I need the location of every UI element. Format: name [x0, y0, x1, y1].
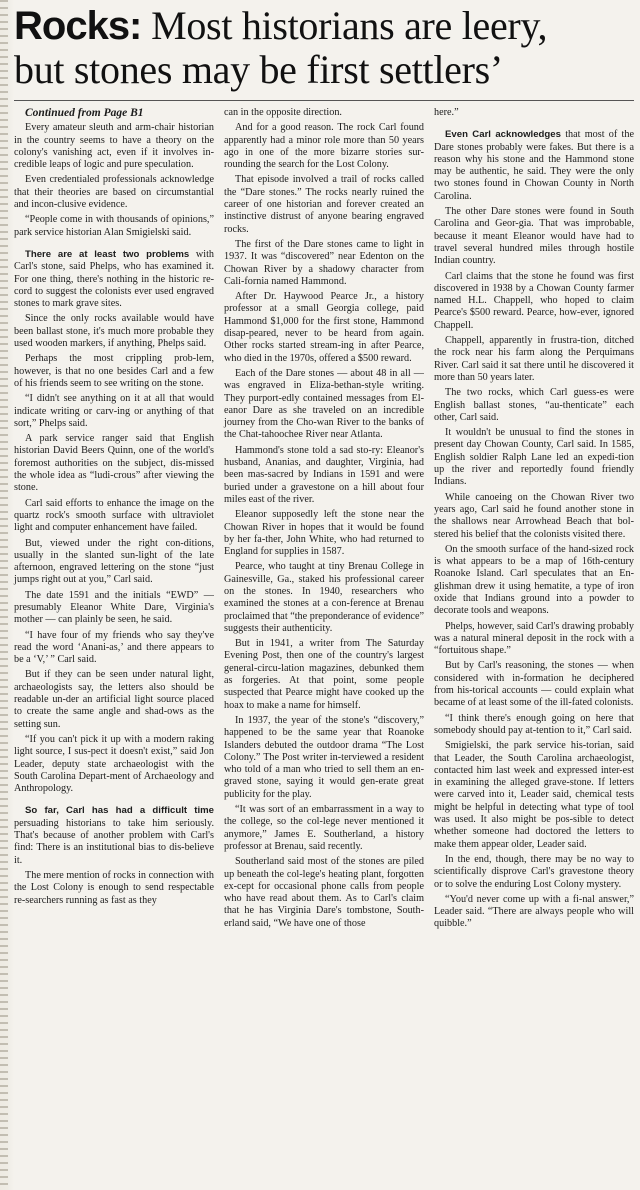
article-paragraph	[434, 492, 634, 541]
article-paragraph	[14, 393, 214, 430]
article-paragraph	[434, 713, 634, 738]
paragraph-text: “You'd never come up with a fi-nal answer,” Leader said. “There are always people who will quibble.”	[434, 893, 634, 930]
headline-kicker: Rocks:	[14, 4, 142, 48]
article-paragraph	[434, 740, 634, 851]
paragraph-text: The two rocks, which Carl guess-es were English ballast stones, “au-thenticate” each other, Carl said.	[434, 387, 634, 423]
paragraph-text: can in the opposite direction.	[224, 107, 342, 118]
article-paragraph	[434, 206, 634, 267]
headline-line2: but stones may be first settlers’	[14, 47, 503, 92]
article-paragraph	[434, 854, 634, 891]
paragraph-text: here.”	[434, 107, 459, 118]
article-paragraph	[14, 249, 214, 310]
article-paragraph	[14, 214, 214, 239]
paragraph-text: Since the only rocks available would have been ballast stone, it's much more probable they used wooden markers, if anything, Phelps said.	[14, 313, 214, 350]
paragraph-text: In 1937, the year of the stone's “discovery,” happened to be the same year that Roanoke Islanders debuted the outdoor drama “The Lost Colony.” The Post writer in-terviewed a resident who told of a man who tried to sell them an en-graved stone, saying it would gen-erate great publicity for the play.	[224, 714, 424, 800]
paragraph-text: Phelps, however, said Carl's drawing probably was a natural mineral deposit in the rock with a “fortuitous shape.”	[434, 620, 635, 657]
paragraph-text: But if they can be seen under natural light, archaeologists say, the letters also should be readable un-der an artificial light source placed to create the same angle and shad-ows as the setting sun.	[14, 669, 214, 730]
article-paragraph	[14, 313, 214, 350]
paragraph-text: Eleanor supposedly left the stone near the Chowan River in hopes that it would be found by her fa-ther, John White, who had returned to England for supplies in 1587.	[224, 509, 424, 558]
article-paragraph	[434, 427, 634, 488]
article-columns	[14, 107, 634, 934]
paragraph-text: The mere mention of rocks in connection with the Lost Colony is enough to send respectable re-searchers running as fast as they	[14, 869, 214, 906]
article-paragraph	[434, 387, 634, 424]
article-paragraph	[14, 174, 214, 211]
paragraph-text: But, viewed under the right con-ditions, usually in the slanted sun-light of the late afternoon, engraved lettering on the stone “just jumps right out at you,” Carl said.	[14, 537, 214, 586]
article-paragraph	[224, 715, 424, 801]
headline-rule	[14, 100, 634, 101]
paragraph-text: Even credentialed professionals acknowledge that their theories are based on circumstantial and incon-clusive evidence.	[14, 174, 214, 211]
headline-line1: Most historians are leery,	[141, 3, 548, 48]
article-paragraph	[434, 894, 634, 931]
article-paragraph	[434, 660, 634, 709]
paragraph-text: with Carl's stone, said Phelps, who has examined it. For one thing, there's nothing in the historic re-cord to suggest the colonists ever used engraved stones to mark grave sites.	[14, 248, 214, 310]
paragraph-text: Perhaps the most crippling prob-lem, however, is that no one besides Carl and a few of his friends seem to see writing on the stone.	[14, 353, 214, 389]
article-paragraph	[14, 805, 214, 866]
article-paragraph	[14, 498, 214, 535]
paragraph-text: A park service ranger said that English historian David Beers Quinn, one of the world's foremost authorities on the subject, dis-missed the whole idea as “ludi-crous” after viewing the stone.	[14, 433, 214, 494]
article-paragraph	[224, 107, 424, 119]
paragraph-text: It wouldn't be unusual to find the stones in present day Chowan County, Carl said. In 1585, English soldier Ralph Lane led an expedi-tion up the river and reportedly found friendly Indians.	[434, 427, 634, 488]
paragraph-text: The first of the Dare stones came to light in 1937. It was “discovered” near Edenton on the Chowan River by a shadowy character from Cali-fornia named Hammond.	[224, 238, 424, 287]
paragraph-text: Carl said efforts to enhance the image on the quartz rock's smooth surface with ultraviolet light and computer enhancement have failed.	[14, 497, 214, 534]
article-paragraph	[224, 174, 424, 235]
article-paragraph	[434, 621, 634, 658]
paragraph-text: “People come in with thousands of opinions,” park service historian Alan Smigielski said.	[14, 214, 214, 238]
paragraph-text: While canoeing on the Chowan River two years ago, Carl said he found another stone in the shallows near Arrowhead Beach that bol-stered his belief that the colonists visited there.	[434, 491, 634, 540]
article-paragraph	[224, 509, 424, 558]
run-in-lead: So far, Carl has had a difficult time	[25, 805, 214, 817]
article-paragraph	[14, 630, 214, 667]
paragraph-text: Smigielski, the park service his-torian, said that Leader, the South Carolina archaeologist, contacted him last week and expressed inter-est in examining the alleged grave-stone. If letters were carved into it, Leader said, chemical tests might be helpful in detecting what type of tool was used. It also might be pos-sible to detect whether someone had doctored the letters to make them appear older, Leader said.	[434, 740, 634, 850]
paragraph-text: The other Dare stones were found in South Carolina and Geor-gia. That was improbable, because it meant Eleanor would have had to travel several hundred miles through hostile Indian country.	[434, 206, 634, 267]
article-column-3	[434, 107, 634, 934]
article-paragraph	[224, 561, 424, 635]
continued-from-label: Continued from Page B1	[25, 107, 144, 119]
paragraph-text: Southerland said most of the stones are piled up beneath the col-lege's heating plant, forgotten ex-cept for occasional phone calls from people who have read about them. As to Carl's claim that he has Virginia Dare's tombstone, South-erland said, “We have one of those	[224, 856, 424, 929]
paragraph-text: And for a good reason. The rock Carl found apparently had a minor role more than 50 years ago in one of the more bizarre stories sur-rounding the search for the Lost Colony.	[224, 122, 424, 171]
paragraph-text: Every amateur sleuth and arm-chair historian in the country seems to have a theory on the colony's vanishing act, even if it involves in-credible leaps of logic and pure speculation.	[14, 122, 214, 171]
run-in-lead: Even Carl acknowledges	[445, 129, 561, 141]
paragraph-text: In the end, though, there may be no way to scientifically disprove Carl's gravestone theory or to solve the enduring Lost Colony mystery.	[434, 853, 634, 890]
article-paragraph	[434, 335, 634, 384]
headline	[14, 4, 634, 92]
article-paragraph	[14, 433, 214, 494]
paragraph-text: “It was sort of an embarrassment in a way to the college, so the col-lege never mentioned it anymore,” James E. Southerland, a history professor at Brenau, said recently.	[224, 804, 424, 852]
paragraph-text: That episode involved a trail of rocks called the “Dare stones.” The rocks nearly ruined the career of one historian and forever created an instinctive distrust of anyone bearing engraved rocks.	[224, 174, 424, 235]
paragraph-text: After Dr. Haywood Pearce Jr., a history professor at a small Georgia college, paid Hammond $1,000 for the first stone, Hammond disap-peared, never to be heard from again. Other rocks started stream-ing in after Pearce, who died in the 1970s, offered a $500 reward.	[224, 291, 424, 364]
paragraph-text: Carl claims that the stone he found was first discovered in 1938 by a Chowan County farmer named H.L. Chappell, who hoped to claim Pearce's $500 reward. Pearce, how-ever, ignored Chappell.	[434, 270, 634, 331]
article-paragraph	[14, 538, 214, 587]
article-paragraph	[14, 734, 214, 795]
article-column-1	[14, 107, 214, 934]
paragraph-text: Hammond's stone told a sad sto-ry: Eleanor's husband, Ananias, and daughter, Virginia, had been mas-sacred by Indians in 1591 and were buried under a gravestone on a hill about four miles east of the river.	[224, 444, 424, 505]
article-paragraph	[14, 870, 214, 907]
run-in-lead: There are at least two problems	[25, 248, 190, 260]
paragraph-text: that most of the Dare stones probably were fakes. But there is a reason why his stone and the Hammond stone may be authentic, he said. They were the only two stones found in Chowan County in North Carolina.	[434, 129, 634, 202]
article-paragraph	[224, 804, 424, 853]
paragraph-text: “I didn't see anything on it at all that would indicate writing or carv-ing or anything of that sort,” Phelps said.	[14, 393, 214, 429]
article-paragraph	[14, 122, 214, 171]
paragraph-text: Each of the Dare stones — about 48 in all — was engraved in Eliza-bethan-style writing. They purport-edly contained messages from El-eanor Dare as she traveled on an incredible journey from the Cho-wan River to the banks of the Chat-tahoochee River near Atlanta.	[224, 367, 424, 441]
article-paragraph	[434, 271, 634, 332]
article-paragraph	[224, 122, 424, 171]
article-column-2	[224, 107, 424, 934]
article-paragraph	[224, 368, 424, 442]
article-paragraph	[14, 590, 214, 627]
article-paragraph	[224, 445, 424, 506]
article-paragraph	[224, 239, 424, 288]
clipping-edge	[0, 0, 8, 1190]
article-paragraph	[434, 107, 634, 119]
article-paragraph	[14, 353, 214, 390]
paragraph-text: Pearce, who taught at tiny Brenau College in Gainesville, Ga., staked his professional career on the stones. In 1940, researchers who examined the stones at a con-ference at Brenau proclaimed that “the preponderance of evidence” suggests their authenticity.	[224, 561, 424, 634]
article-paragraph	[224, 638, 424, 712]
paragraph-text: On the smooth surface of the hand-sized rock is what appears to be a map of 16th-century Roanoke Island. Carl speculates that an En-glishman drew it using hematite, a type of iron oxide that Indians ground into a powder to decorate tools and weapons.	[434, 543, 634, 617]
paragraph-text: persuading historians to take him seriously. That's because of another problem with Carl's find: There is an institutional bias to dis-believe it.	[14, 817, 214, 866]
paragraph-text: “I have four of my friends who say they've read the word ‘Anani-as,’ and there appears to be a ‘V,’ ” Carl said.	[14, 629, 214, 666]
article-paragraph	[224, 856, 424, 930]
paragraph-text: But in 1941, a writer from The Saturday Evening Post, then one of the country's largest general-circu-lation magazines, debunked them as forgeries. At that point, some people suspected that Pearce might have cooked up the hoax to make a name for himself.	[224, 638, 424, 711]
paragraph-text: Chappell, apparently in frustra-tion, ditched the rock near his farm along the Perquimans River. Carl said it sat there until he discovered it more than 50 years later.	[434, 335, 634, 383]
paragraph-text: The date 1591 and the initials “EWD” — presumably Eleanor White Dare, Virginia's mother — can plainly be seen, he said.	[14, 589, 214, 626]
article-paragraph	[14, 669, 214, 730]
paragraph-text: “I think there's enough going on here that somebody should pay at-tention to it,” Carl said.	[434, 712, 634, 736]
paragraph-text: “If you can't pick it up with a modern raking light source, I sus-pect it doesn't exist,” said Jon Leader, deputy state archaeologist with the South Carolina Depart-ment of Archaeology and Anthropology.	[14, 733, 214, 795]
paragraph-text: But by Carl's reasoning, the stones — when considered with in-formation he deciphered from his-torical accounts — could explain what became of at least some of the ill-fated colonists.	[434, 660, 634, 709]
article-paragraph	[224, 291, 424, 365]
article-paragraph	[434, 129, 634, 203]
article-paragraph	[434, 544, 634, 618]
